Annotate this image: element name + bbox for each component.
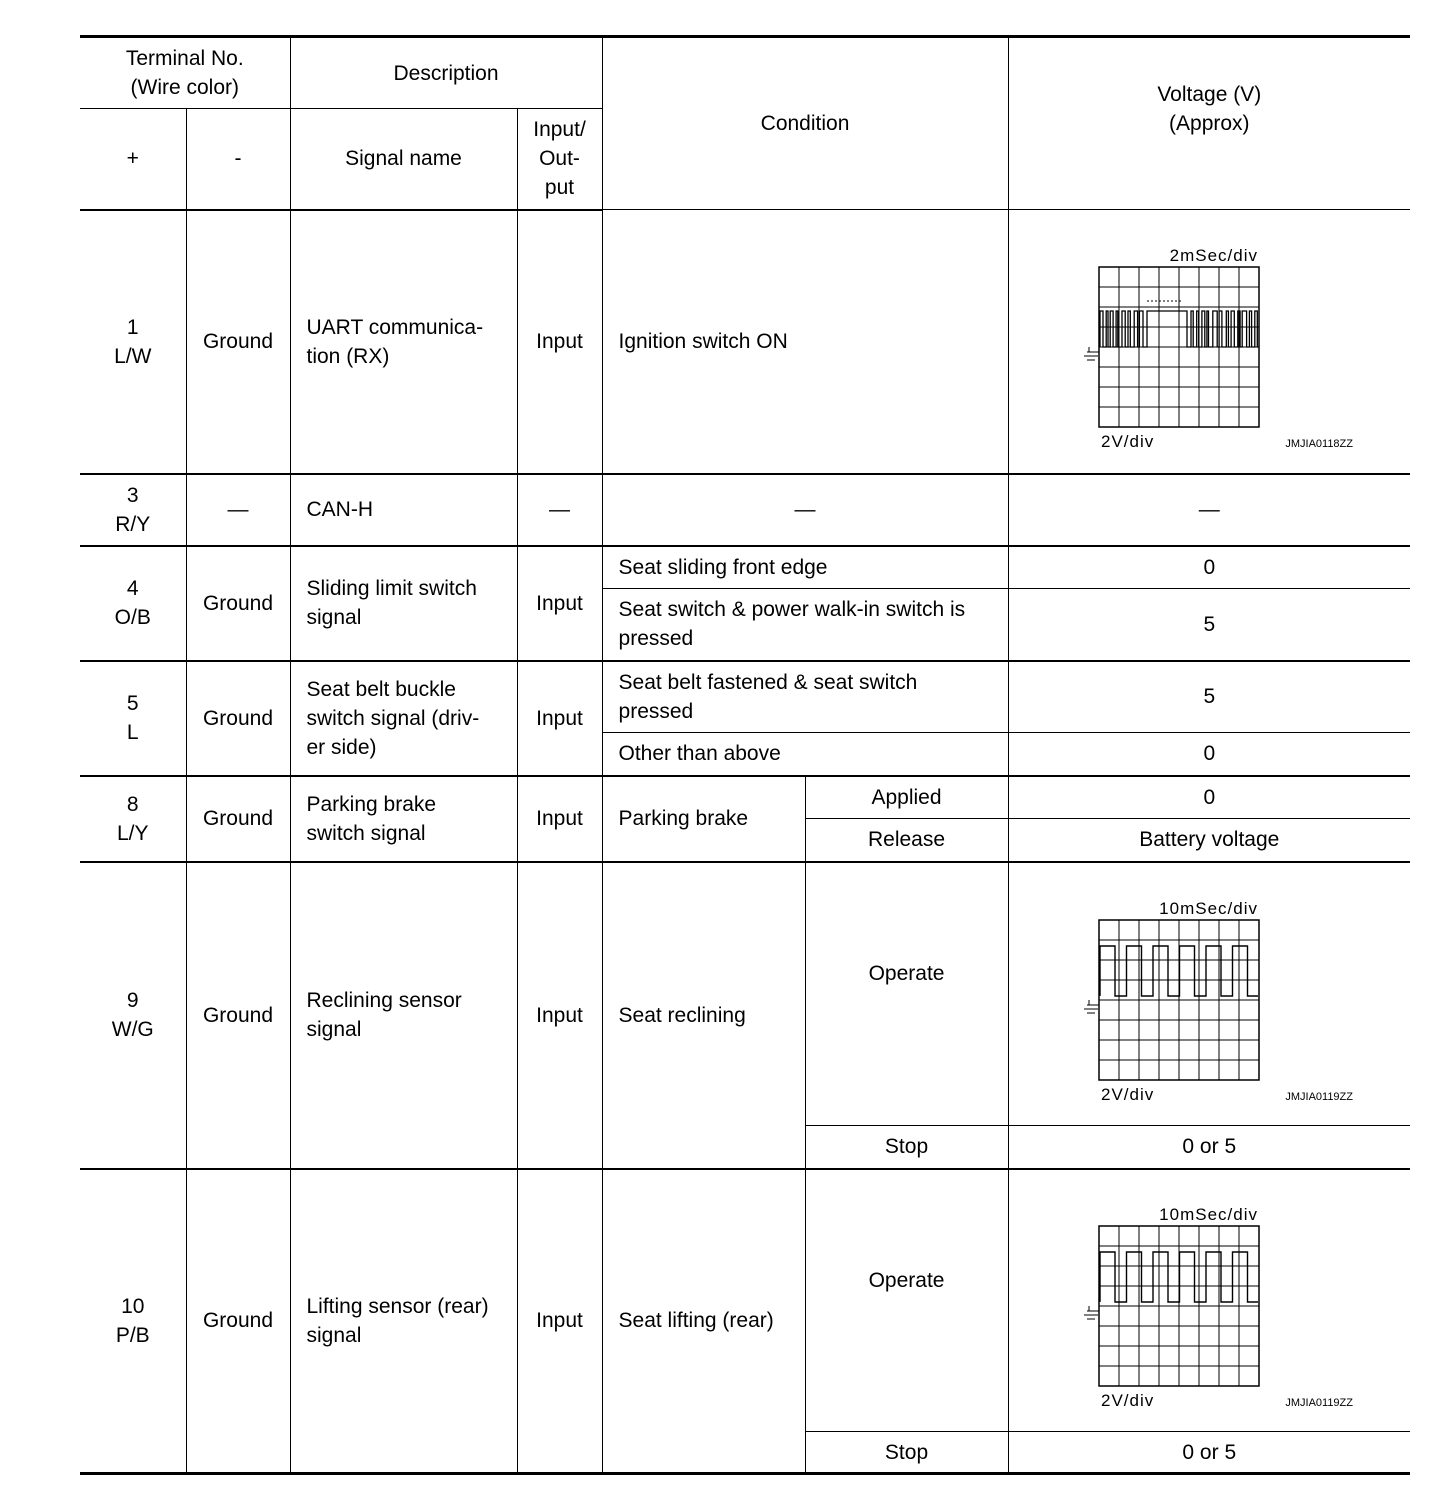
- waveform-cell: [1008, 210, 1410, 474]
- voltage-cell: 5: [1008, 589, 1410, 661]
- condition-cell: Seat switch & power walk-in switch is pressed: [602, 589, 1008, 661]
- state-cell: Stop: [805, 1126, 1008, 1169]
- scope-volt-div: 2V/div: [1101, 432, 1155, 452]
- oscilloscope-waveform-lifting: [1059, 1190, 1359, 1410]
- waveform-cell: [1008, 1169, 1410, 1432]
- header-input-output: Input/ Out- put: [517, 109, 602, 210]
- condition-cell: Ignition switch ON: [602, 210, 1008, 474]
- io-cell: Input: [517, 776, 602, 862]
- condition-cell: Seat belt fastened & seat switch pressed: [602, 661, 1008, 733]
- header-terminal-no: Terminal No. (Wire color): [80, 37, 290, 109]
- state-cell: Applied: [805, 776, 1008, 819]
- state-cell: Operate: [805, 1169, 1008, 1432]
- table-row: [80, 862, 1410, 1126]
- voltage-cell: 5: [1008, 661, 1410, 733]
- minus-cell: Ground: [186, 1169, 290, 1474]
- table-row: [80, 661, 1410, 733]
- condition-cell: Parking brake: [602, 776, 805, 862]
- table-row: [80, 1169, 1410, 1432]
- minus-cell: Ground: [186, 661, 290, 776]
- scope-time-div: 10mSec/div: [1159, 1205, 1259, 1225]
- minus-cell: Ground: [186, 862, 290, 1169]
- io-cell: Input: [517, 661, 602, 776]
- condition-cell: Other than above: [602, 733, 1008, 776]
- scope-time-div: 2mSec/div: [1169, 246, 1259, 266]
- terminal-cell: 10 P/B: [80, 1169, 186, 1474]
- terminal-cell: 3 R/Y: [80, 474, 186, 546]
- scope-volt-div: 2V/div: [1101, 1084, 1155, 1104]
- table-row: [80, 776, 1410, 819]
- ground-symbol: [1084, 1306, 1099, 1319]
- voltage-cell: Battery voltage: [1008, 819, 1410, 862]
- voltage-cell: 0 or 5: [1008, 1126, 1410, 1169]
- oscilloscope-waveform-reclining: [1059, 884, 1359, 1104]
- header-condition: Condition: [602, 37, 1008, 210]
- header-minus: -: [186, 109, 290, 210]
- terminal-cell: 8 L/Y: [80, 776, 186, 862]
- signal-cell: UART communica- tion (RX): [290, 210, 517, 474]
- table-row: [80, 546, 1410, 589]
- header-description: Description: [290, 37, 602, 109]
- minus-cell: Ground: [186, 776, 290, 862]
- scope-figure-code: JMJIA0118ZZ: [1285, 438, 1354, 451]
- voltage-cell: 0 or 5: [1008, 1432, 1410, 1474]
- condition-cell: Seat sliding front edge: [602, 546, 1008, 589]
- signal-cell: Lifting sensor (rear) signal: [290, 1169, 517, 1474]
- scope-figure-code: JMJIA0119ZZ: [1285, 1397, 1354, 1410]
- scope-time-div: 10mSec/div: [1159, 898, 1259, 918]
- voltage-cell: 0: [1008, 546, 1410, 589]
- header-signal-name: Signal name: [290, 109, 517, 210]
- minus-cell: Ground: [186, 210, 290, 474]
- signal-cell: Parking brake switch signal: [290, 776, 517, 862]
- condition-cell: Seat lifting (rear): [602, 1169, 805, 1474]
- square-waveform: [1100, 946, 1258, 996]
- waveform-cell: [1008, 862, 1410, 1126]
- voltage-cell: —: [1008, 474, 1410, 546]
- io-cell: —: [517, 474, 602, 546]
- signal-cell: Seat belt buckle switch signal (driv- er side): [290, 661, 517, 776]
- minus-cell: Ground: [186, 546, 290, 661]
- scope-grid: [1099, 1226, 1259, 1386]
- state-cell: Release: [805, 819, 1008, 862]
- signal-cell: CAN-H: [290, 474, 517, 546]
- header-voltage: Voltage (V) (Approx): [1008, 37, 1410, 210]
- scope-volt-div: 2V/div: [1101, 1391, 1155, 1411]
- terminal-cell: 1 L/W: [80, 210, 186, 474]
- scope-figure-code: JMJIA0119ZZ: [1285, 1090, 1354, 1103]
- voltage-cell: 0: [1008, 733, 1410, 776]
- io-cell: Input: [517, 546, 602, 661]
- io-cell: Input: [517, 862, 602, 1169]
- signal-cell: Reclining sensor signal: [290, 862, 517, 1169]
- condition-cell: —: [602, 474, 1008, 546]
- io-cell: Input: [517, 1169, 602, 1474]
- table-row: [80, 474, 1410, 546]
- voltage-cell: 0: [1008, 776, 1410, 819]
- condition-cell: Seat reclining: [602, 862, 805, 1169]
- header-plus: +: [80, 109, 186, 210]
- oscilloscope-waveform-uart: [1059, 231, 1359, 451]
- state-cell: Stop: [805, 1432, 1008, 1474]
- terminal-cell: 9 W/G: [80, 862, 186, 1169]
- io-cell: Input: [517, 210, 602, 474]
- terminal-cell: 5 L: [80, 661, 186, 776]
- ground-symbol: [1084, 1000, 1099, 1013]
- terminal-cell: 4 O/B: [80, 546, 186, 661]
- minus-cell: —: [186, 474, 290, 546]
- ground-symbol: [1084, 347, 1099, 360]
- terminal-table: [80, 35, 1410, 1475]
- table-row: [80, 210, 1410, 474]
- square-waveform: [1100, 1252, 1258, 1302]
- scope-grid: [1099, 920, 1259, 1080]
- signal-cell: Sliding limit switch signal: [290, 546, 517, 661]
- state-cell: Operate: [805, 862, 1008, 1126]
